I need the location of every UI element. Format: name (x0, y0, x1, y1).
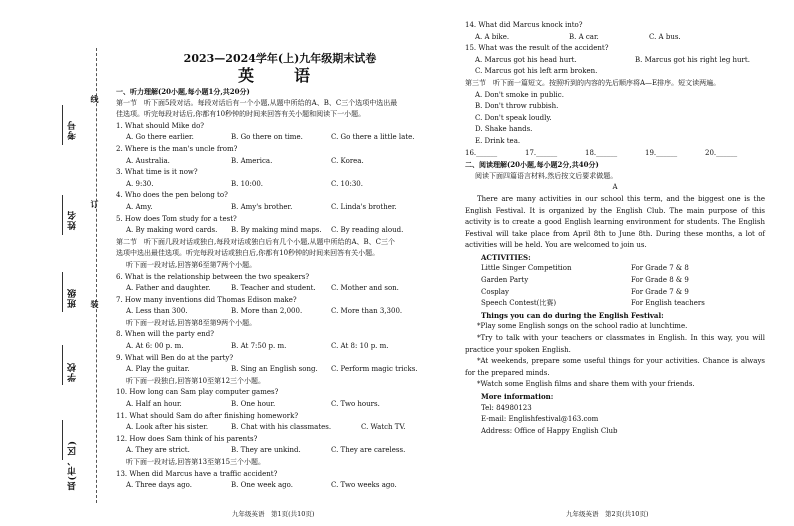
question-11: 11. What should Sam do after finishing homework? (116, 411, 299, 420)
option-c: C. Two weeks ago. (331, 481, 397, 490)
option-c: C. Linda's brother. (331, 202, 397, 211)
activity-grade: For Grade 7 & 9 (631, 287, 689, 296)
question-13-options (116, 480, 444, 492)
question-7-options (116, 306, 444, 318)
seal-mark-install: 装 (90, 300, 100, 308)
part1-instruction-line1: 第一节 听下面5段对话。每段对话后有一个小题,从题中所给的A、B、C三个选项中选出最 (116, 98, 398, 107)
option-c: C. Marcus got his left arm broken. (475, 67, 598, 76)
section-heading-listening: 一、听力理解(20小题,每小题1分,共20分) (116, 87, 250, 96)
answer-blank-19[interactable]: 19.______ (645, 148, 678, 157)
activity-grade: For English teachers (631, 299, 705, 308)
option-b: B. More than 2,000. (231, 307, 303, 316)
part2-instruction-line1: 第二节 听下面几段对话或独白,每段对话或独白后有几个小题,从题中所给的A、B、C三个 (116, 237, 396, 246)
option-c: C. Two hours. (331, 400, 380, 409)
option-c: C. Go there a little late. (331, 133, 415, 142)
seal-mark-bind: 订 (90, 200, 100, 208)
option-c: C. They are careless. (331, 446, 406, 455)
option-a: A. 9:30. (126, 179, 154, 188)
question-1-options (116, 132, 444, 144)
question-10-options (116, 399, 444, 411)
fill-line-name (62, 195, 63, 235)
question-7: 7. How many inventions did Thomas Edison make? (116, 295, 297, 304)
activity-name: Little Singer Competition (481, 264, 572, 273)
contact-tel: Tel: 84980123 (481, 403, 532, 412)
question-12-options (116, 445, 444, 457)
question-11-options (116, 422, 444, 434)
question-15: 15. What was the result of the accident? (465, 44, 609, 53)
part3-instruction: 第三节 听下面一篇短文。按照听到的内容的先后顺序将A—E排序。短文读两遍。 (465, 78, 721, 87)
thing-item: *Watch some English films and share them with your friends. (477, 380, 695, 389)
exam-title: 2023—2024学年(上)九年级期末试卷 (183, 52, 377, 65)
reading-instruction: 阅读下面四篇语言材料,然后按文后要求做题。 (475, 171, 618, 180)
part2-instruction-line2: 选项中选出最佳选项。听完每段对话或独白后,你都有10秒钟的时间来回答有关小题。 (116, 249, 380, 258)
order-item-e: E. Drink tea. (475, 136, 521, 145)
part1-instruction-line2: 佳选项。听完每段对话后,你都有10秒钟的时间来回答有关小题和阅读下一小题。 (116, 110, 366, 119)
question-15-options-ab (465, 55, 765, 67)
question-5: 5. How does Tom study for a test? (116, 214, 237, 223)
option-c: C. Watch TV. (361, 423, 406, 432)
question-14: 14. What did Marcus knock into? (465, 21, 583, 29)
order-item-a: A. Don't smoke in public. (475, 90, 564, 99)
activity-row (465, 263, 765, 275)
question-5-options (116, 225, 444, 237)
thing-item: *At weekends, prepare some useful things for your activities. Chance is always for the prepared minds. (465, 357, 765, 377)
activity-grade: For Grade 8 & 9 (631, 276, 689, 285)
activity-row (465, 275, 765, 287)
label-class: 班级 (68, 288, 78, 308)
fill-line-county (62, 420, 63, 460)
instruction-8-9: 听下面一段对话,回答第8至第9两个小题。 (126, 318, 257, 327)
page-1-footer: 九年级英语 第1页(共10页) (232, 510, 315, 518)
page-2 (465, 20, 765, 437)
option-b: B. A car. (569, 32, 599, 41)
question-8: 8. When will the party end? (116, 330, 214, 339)
fill-line-class (62, 272, 63, 312)
option-a: A. Three days ago. (126, 481, 192, 490)
option-c: C. A bus. (649, 32, 681, 41)
question-6: 6. What is the relationship between the two speakers? (116, 272, 310, 281)
question-2: 2. Where is the man's uncle from? (116, 144, 238, 153)
option-b: B. Go there on time. (231, 133, 303, 142)
answer-blanks (465, 148, 765, 160)
option-c: C. 10:30. (331, 179, 363, 188)
question-3-options (116, 179, 444, 191)
question-3: 3. What time is it now? (116, 168, 198, 177)
option-b: B. Marcus got his right leg hurt. (635, 55, 750, 64)
option-c: C. Mother and son. (331, 284, 399, 293)
label-name: 姓名 (68, 210, 78, 230)
question-4-options (116, 202, 444, 214)
question-14-options (465, 32, 765, 44)
option-b: B. At 7:50 p. m. (231, 342, 287, 351)
activity-grade: For Grade 7 & 8 (631, 264, 689, 273)
answer-blank-20[interactable]: 20.______ (705, 148, 738, 157)
option-a: A. Father and daughter. (126, 284, 211, 293)
option-a: A. Half an hour. (126, 400, 182, 409)
section-heading-reading: 二、阅读理解(20小题,每小题2分,共40分) (465, 160, 599, 170)
subject-title: 英 语 (237, 66, 322, 85)
question-4: 4. Who does the pen belong to? (116, 191, 228, 200)
label-exam-number: 考号 (68, 120, 78, 140)
option-a: A. By making word cards. (126, 226, 218, 235)
option-b: B. Amy's brother. (231, 202, 293, 211)
passage-paragraph: There are many activities in our school this term, and the biggest one is the English Festival. It is organized by the English Club. The main purpose of this activity is to create a good English learning environment for students. The English Festival will take place from April 8th to June 8th. During these months, a lot of activities will be held. You are welcomed to join us. (465, 194, 765, 250)
option-a: A. Marcus got his head hurt. (475, 55, 577, 64)
option-c: C. At 8: 10 p. m. (331, 342, 389, 351)
answer-blank-17[interactable]: 17.______ (525, 148, 558, 157)
label-county: 县(市、区) (68, 440, 78, 491)
question-2-options (116, 156, 444, 168)
order-item-d: D. Shake hands. (475, 125, 533, 134)
activity-name: Speech Contest(比赛) (481, 299, 557, 308)
option-a: A. Play the guitar. (126, 365, 190, 374)
question-10: 10. How long can Sam play computer games? (116, 388, 279, 397)
fill-line-school (62, 345, 63, 385)
option-b: B. They are unkind. (231, 446, 301, 455)
activity-name: Garden Party (481, 276, 529, 285)
activity-row (465, 287, 765, 299)
option-a: A. A bike. (475, 32, 510, 41)
option-b: B. America. (231, 156, 273, 165)
question-12: 12. How does Sam think of his parents? (116, 434, 258, 443)
contact-address: Address: Office of Happy English Club (481, 426, 618, 435)
question-1: 1. What should Mike do? (116, 121, 205, 130)
more-info-heading: More information: (481, 392, 554, 401)
option-a: A. Go there earlier. (126, 133, 194, 142)
order-item-c: C. Don't speak loudly. (475, 113, 552, 122)
seal-line (96, 48, 97, 503)
option-b: B. Sing an English song. (231, 365, 318, 374)
activity-name: Cosplay (481, 287, 510, 296)
instruction-13-15: 听下面一段对话,回答第13至第15三个小题。 (126, 458, 266, 466)
option-b: B. One week ago. (231, 481, 293, 490)
order-item-b: B. Don't throw rubbish. (475, 102, 559, 111)
fill-line-exam-number (62, 105, 63, 145)
option-b: B. 10:00. (231, 179, 263, 188)
option-a: A. Australia. (126, 156, 170, 165)
option-c: C. Perform magic tricks. (331, 365, 418, 374)
activity-row (465, 298, 765, 310)
question-8-options (116, 341, 444, 353)
answer-blank-16[interactable]: 16.______ (465, 148, 498, 157)
question-13: 13. When did Marcus have a traffic accident? (116, 469, 278, 478)
thing-item: *Play some English songs on the school radio at lunchtime. (477, 322, 688, 331)
page-2-footer: 九年级英语 第2页(共10页) (566, 510, 649, 518)
option-b: B. By making mind maps. (231, 226, 322, 235)
thing-item: *Try to talk with your teachers or classmates in English. In this way, you will practice your spoken English. (465, 334, 765, 354)
seal-mark-line: 线 (90, 95, 100, 103)
option-a: A. They are strict. (126, 446, 190, 455)
question-6-options (116, 283, 444, 295)
page-1 (116, 0, 444, 492)
label-school: 学校 (68, 362, 78, 382)
activities-heading: ACTIVITIES: (481, 252, 531, 262)
option-a: A. Less than 300. (126, 307, 188, 316)
part2-instruction-line3: 听下面一段对话,回答第6至第7两个小题。 (126, 260, 257, 269)
option-a: A. Amy. (126, 202, 153, 211)
option-c: C. More than 3,300. (331, 307, 403, 316)
question-9: 9. What will Ben do at the party? (116, 353, 234, 362)
option-a: A. Look after his sister. (126, 423, 209, 432)
contact-email: E-mail: Englishfestival@163.com (481, 415, 599, 424)
question-9-options (116, 364, 444, 376)
option-b: B. Chat with his classmates. (231, 423, 332, 432)
option-b: B. Teacher and student. (231, 284, 316, 293)
things-heading: Things you can do during the English Festival: (481, 310, 664, 320)
instruction-10-12: 听下面一段独白,回答第10至第12三个小题。 (126, 376, 266, 385)
passage-label: A (612, 183, 618, 192)
option-c: C. By reading aloud. (331, 226, 404, 235)
option-b: B. One hour. (231, 400, 276, 409)
option-c: C. Korea. (331, 156, 364, 165)
binding-margin (0, 0, 112, 526)
answer-blank-18[interactable]: 18.______ (585, 148, 618, 157)
option-a: A. At 6: 00 p. m. (126, 342, 184, 351)
